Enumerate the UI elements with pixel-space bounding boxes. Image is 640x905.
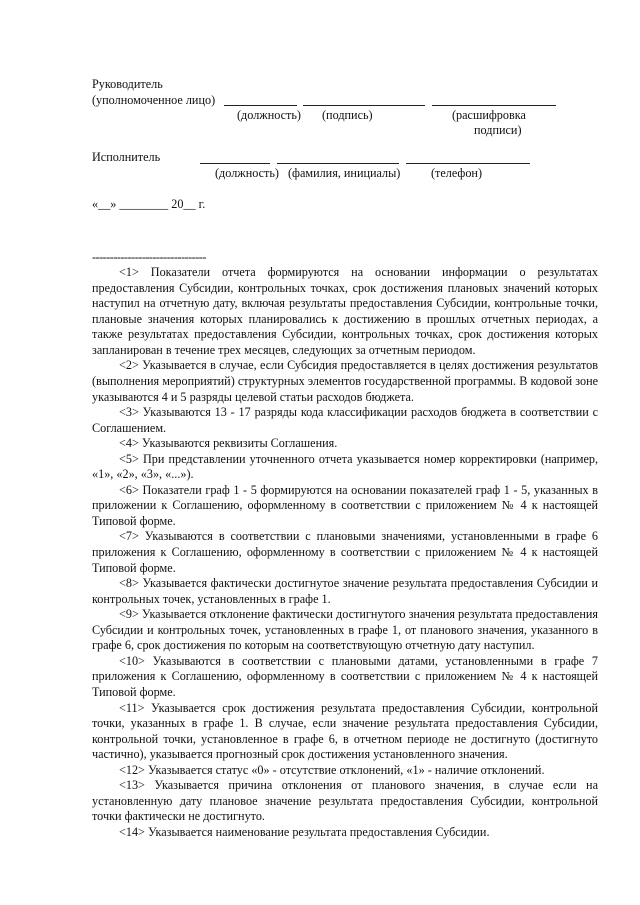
footnote-2: <2> Указывается в случае, если Субсидия предоставляется в целях достижения результатов (выполнения мероприятий) структурных элементов государственной программы. В кодовой зоне указываются 4 и 5 разряды целевой статьи расходов бюджета. <box>92 358 598 404</box>
footnote-10: <10> Указываются в соответствии с плановыми датами, установленными в графе 7 приложения к Соглашению, оформленному в соответствии с приложением № 4 к настоящей Типовой форме. <box>92 653 598 699</box>
footnote-12: <12> Указывается статус «0» - отсутствие отклонений, «1» - наличие отклонений. <box>119 762 545 777</box>
footnote-3: <3> Указываются 13 - 17 разряды кода классификации расходов бюджета в соответствии с Соглашением. <box>92 405 598 435</box>
phone-line <box>406 163 530 164</box>
footnote-14: <14> Указывается наименование результата предоставления Субсидии. <box>119 824 490 839</box>
footnotes <box>92 238 598 840</box>
executor-label: Исполнитель <box>92 150 161 164</box>
executor-position-caption: (должность) <box>215 166 279 180</box>
footnote-5: <5> При представлении уточненного отчета указывается номер корректировки (например, «1», «2», «3», «...»). <box>92 451 598 482</box>
date-line: «__» ________ 20__ г. <box>92 197 206 211</box>
footnote-separator: -------------------------------- <box>92 250 206 265</box>
decoding-caption-2: подписи) <box>474 123 522 137</box>
footnote-11: <11> Указывается срок достижения результата предоставления Субсидии, контрольной точки, указанных в графе 1. В случае, если значение результата предоставления Субсидии, контрольной точки, установленное в графе 6, в отчетном периоде не достигнуто (достигнуто частично), указывается прогнозный срок достижения установленного значения. <box>92 700 598 762</box>
authorized-person-label: (уполномоченное лицо) <box>92 93 216 107</box>
executor-name-caption: (фамилия, инициалы) <box>288 166 401 180</box>
footnote-8: <8> Указывается фактически достигнутое значение результата предоставления Субсидии и контрольных точек, установленных в графе 1. <box>92 576 598 606</box>
signature-line <box>303 105 425 106</box>
footnote-13: <13> Указывается причина отклонения от планового значения, в случае если на установленную дату плановое значение результата предоставления Субсидии, контрольной точки фактически не достигнуто. <box>92 778 598 824</box>
decoding-line <box>432 105 556 106</box>
decoding-caption: (расшифровка <box>452 108 526 122</box>
signature-caption: (подпись) <box>322 108 373 122</box>
position-caption: (должность) <box>237 108 301 122</box>
footnote-4: <4> Указываются реквизиты Соглашения. <box>119 436 338 451</box>
phone-caption: (телефон) <box>431 166 483 180</box>
footnote-6: <6> Показатели граф 1 - 5 формируются на основании показателей граф 1 - 5, указанных в приложении к Соглашению, оформленному в соответствии с приложением № 4 к настоящей Типовой форме. <box>92 482 598 528</box>
position-line <box>224 105 297 106</box>
head-label: Руководитель <box>92 77 163 91</box>
footnote-7: <7> Указываются в соответствии с плановыми значениями, установленными в графе 6 приложения к Соглашению, оформленному в соответствии с приложением № 4 к настоящей Типовой форме. <box>92 529 598 575</box>
executor-position-line <box>200 163 270 164</box>
footnote-9: <9> Указывается отклонение фактически достигнутого значения результата предоставления Субсидии и контрольных точек, установленных в графе 1, от планового значения, указанного в графе 6, срок достижения по которым на соответствующую отчетную дату наступил. <box>92 607 598 653</box>
executor-name-line <box>277 163 399 164</box>
footnote-1: <1> Показатели отчета формируются на основании информации о результатах предоставления Субсидии, контрольных точках, срок достижения плановых значений которых наступил на отчетную дату, включая результаты предоставления Субсидии, контрольные точки, плановые значения которых планировались к достижению в прошлых отчетных периодах, а также результатах предоставления Субсидии, контрольных точках, срок достижения которых запланирован в течение трех месяцев, следующих за отчетным периодом. <box>92 265 598 357</box>
